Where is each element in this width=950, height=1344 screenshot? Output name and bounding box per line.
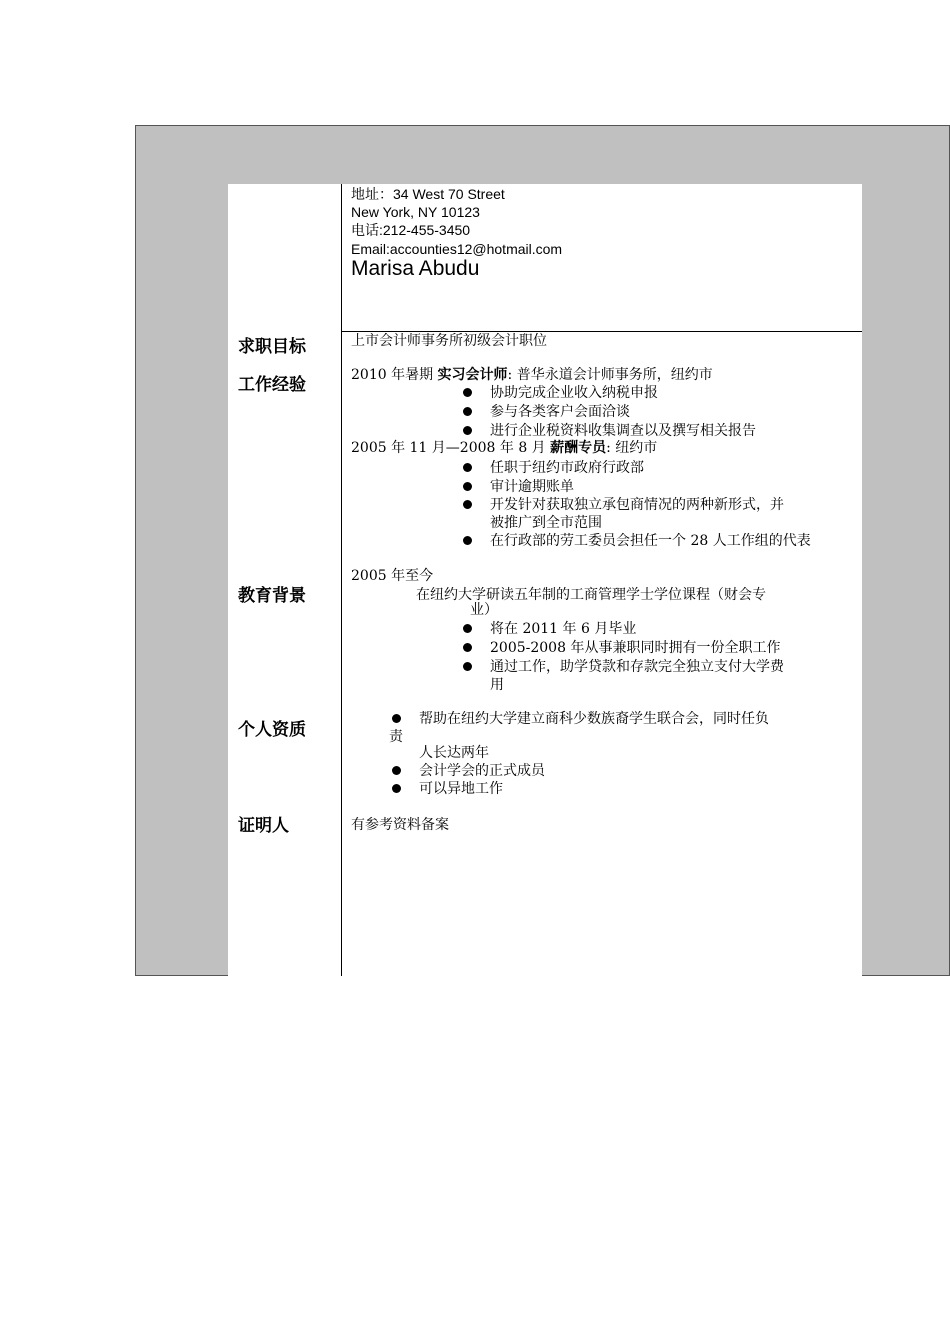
job2-title: 薪酬专员	[550, 440, 607, 456]
education-program: 在纽约大学研读五年制的工商管理学士学位课程（财会专	[416, 587, 766, 603]
job1-item: 进行企业税资料收集调查以及撰写相关报告	[490, 423, 756, 439]
contact-city: New York, NY 10123	[351, 204, 480, 220]
education-period: 2005 年至今	[351, 568, 434, 584]
quality-item-continued: 人长达两年	[419, 745, 489, 761]
education-program-continued: 业）	[470, 602, 498, 618]
job2-org: : 纽约市	[606, 440, 658, 456]
job1-item: 参与各类客户会面洽谈	[490, 404, 630, 420]
section-references-label: 证明人	[238, 816, 289, 836]
contact-address: 地址：34 West 70 Street	[351, 186, 505, 202]
job2-item-continued: 被推广到全市范围	[490, 515, 602, 531]
job2-heading	[351, 439, 657, 457]
education-item-continued: 用	[490, 677, 504, 693]
quality-item: 帮助在纽约大学建立商科少数族裔学生联合会，同时任负	[419, 711, 769, 727]
section-experience-label: 工作经验	[238, 375, 306, 395]
contact-phone: 电话:212-455-3450	[351, 222, 471, 238]
objective-text: 上市会计师事务所初级会计职位	[351, 333, 547, 349]
job2-item: 在行政部的劳工委员会担任一个 28 人工作组的代表	[490, 533, 811, 549]
job2-item: 审计逾期账单	[490, 479, 574, 495]
job1-org: : 普华永道会计师事务所，纽约市	[507, 367, 713, 383]
education-item: 2005-2008 年从事兼职同时拥有一份全职工作	[490, 640, 781, 656]
contact-email: Email:accounties12@hotmail.com	[351, 241, 563, 257]
education-item: 将在 2011 年 6 月毕业	[490, 621, 637, 637]
quality-item: 会计学会的正式成员	[419, 763, 545, 779]
resume-sheet	[228, 184, 862, 976]
section-objective-label: 求职目标	[238, 337, 306, 357]
section-qualities-label: 个人资质	[238, 720, 306, 740]
education-item: 通过工作，助学贷款和存款完全独立支付大学费	[490, 659, 784, 675]
job1-period: 2010 年暑期	[351, 367, 434, 383]
job1-title: 实习会计师	[437, 367, 508, 383]
candidate-name: Marisa Abudu	[351, 257, 480, 280]
job1-item: 协助完成企业收入纳税申报	[490, 385, 658, 401]
job2-item: 开发针对获取独立承包商情况的两种新形式，并	[490, 497, 784, 513]
job2-item: 任职于纽约市政府行政部	[490, 460, 644, 476]
quality-item: 可以异地工作	[419, 781, 503, 797]
job1-heading	[351, 366, 713, 384]
job2-period: 2005 年 11 月—2008 年 8 月	[351, 440, 546, 456]
column-divider	[341, 184, 342, 976]
references-text: 有参考资料备案	[351, 817, 449, 833]
section-education-label: 教育背景	[238, 586, 306, 606]
quality-item-continued: 责	[389, 729, 403, 745]
